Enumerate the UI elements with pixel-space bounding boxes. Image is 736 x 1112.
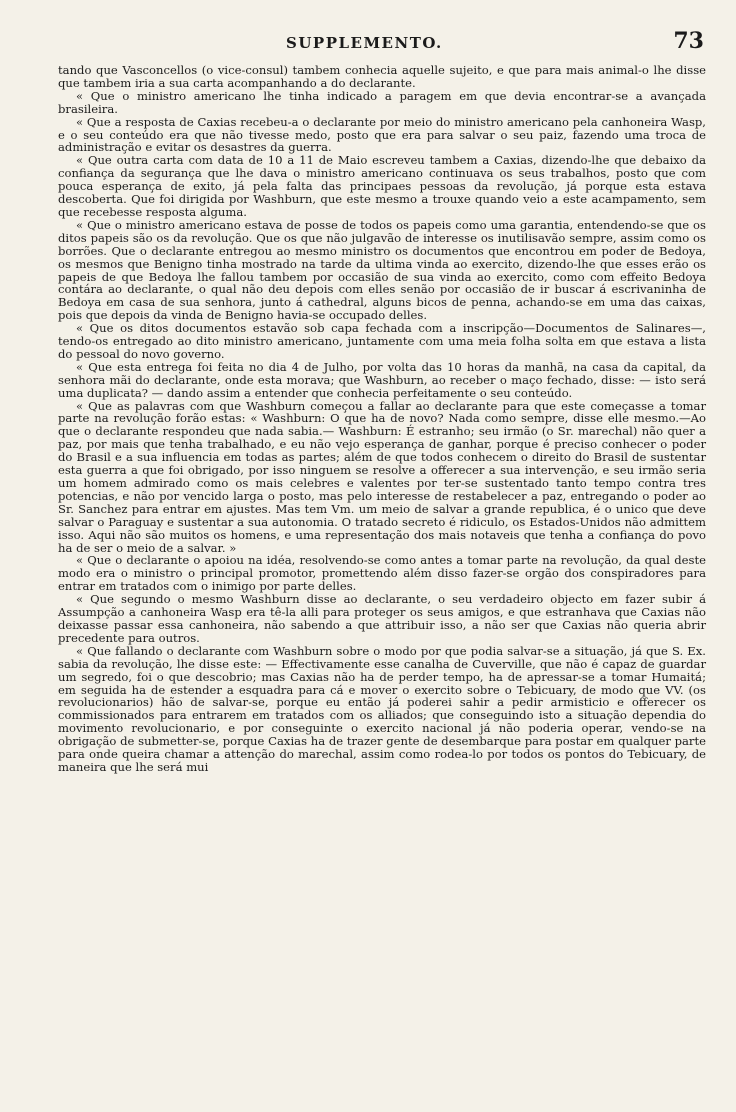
paragraph: « Que as palavras com que Washburn começou a fallar ao declarante para que este começasse a tomar parte na revolução forão estas: « Washburn: O que ha de novo? Nada como sempre, disse elle mesmo.—Ao que o declarante respondeu que nada sabia.— Washburn: É estranho; seu irmão (o Sr. marechal) não quer a paz, por mais que tenha trabalhado, e eu não vejo esperança de ganhar, porque é preciso conhecer o poder do Brasil e a sua influencia em todas as partes; além de que todos conhecem o direito do Brasil de sustentar esta guerra a que foi obrigado, por isso ninguem se resolve a offerecer a sua intervenção, e seu irmão seria um homem admirado como os mais celebres e valentes por ter-se sustentado tanto tempo contra tres potencias, e não por vencido larga o posto, mas pelo interesse de restabelecer a paz, entregando o poder ao Sr. Sanchez para entrar em ajustes. Mas tem Vm. um meio de salvar a grande republica, é o unico que deve salvar o Paraguay e sustentar a sua autonomia. O tratado secreto é ridiculo, os Estados-Unidos não admittem isso. Aqui não são muitos os homens, e uma representação dos mais notaveis que tenha a confiança do povo ha de ser o meio de a salvar. » — [58, 398, 706, 555]
paragraph: « Que o declarante o apoiou na idéa, resolvendo-se como antes a tomar parte na revolução, da qual deste modo era o ministro o principal promotor, promettendo além disso fazer-se orgão dos conspiradores para entrar em tratados com o inimigo por parte delles. — [58, 553, 706, 594]
paragraph: « Que esta entrega foi feita no dia 4 de Julho, por volta das 10 horas da manhã, na casa da capital, da senhora mãi do declarante, onde esta morava; que Washburn, ao receber o maço fechado, disse: — isto será uma duplicata? — dando assim a entender que conhecia perfeitamente o seu conteúdo. — [58, 359, 706, 400]
paragraph: « Que segundo o mesmo Washburn disse ao declarante, o seu verdadeiro objecto em fazer subir á Assumpção a canhoneira Wasp era tê-la alli para proteger os seus amigos, e que estranhava que Caxias não deixasse passar essa canhoneira, não sabendo a que attribuir isso, a não ser que Caxias não queria abrir precedente para outros. — [58, 592, 706, 645]
paragraph: tando que Vasconcellos (o vice-consul) tambem conhecia aquelle sujeito, e que para mais animal-o lhe disse que tambem iria a sua carta acompanhando a do declarante. — [58, 63, 706, 90]
page-header — [58, 28, 706, 58]
paragraph: « Que fallando o declarante com Washburn sobre o modo por que podia salvar-se a situação, já que S. Ex. sabia da revolução, lhe disse este: — Effectivamente esse canalha de Cuverville, que não é capaz de guardar um segredo, foi o que descobrio; mas Caxias não ha de perder tempo, ha de apressar-se a tomar Humaitá; em seguida ha de estender a esquadra para cá e mover o exercito sobre o Tebicuary, de modo que VV. (os revolucionarios) hão de salvar-se, porque eu então já poderei sahir a pedir armisticio e offerecer os commissionados para entrarem em tratados com os alliados; que conseguindo isto a situação dependia do movimento revolucionario, e por conseguinte o exercito nacional já não poderia operar, vendo-se na obrigação de submetter-se, porque Caxias ha de trazer gente de desembarque para postar em qualquer parte para onde queira chamar a attenção do marechal, assim como rodea-lo por todos os pontos do Tebicuary, de maneira que lhe será mui — [58, 643, 706, 774]
paragraph: « Que outra carta com data de 10 a 11 de Maio escreveu tambem a Caxias, dizendo-lhe que debaixo da confiança da segurança que lhe dava o ministro americano continuava os seus trabalhos, posto que com pouca esperança de exito, já pela falta das principaes pessoas da revolução, já porque esta estava descoberta. Que foi dirigida por Washburn, que este mesmo a trouxe quando veio a este acampamento, sem que recebesse resposta alguma. — [58, 153, 706, 219]
paragraph: « Que a resposta de Caxias recebeu-a o declarante por meio do ministro americano pela canhoneira Wasp, e o seu conteúdo era que não tivesse medo, posto que era para salvar o seu paiz, fazendo uma troca de administração e evitar os desastres da guerra. — [58, 114, 706, 155]
paragraph: « Que os ditos documentos estavão sob capa fechada com a inscripção—Documentos de Salinares—, tendo-os entregado ao dito ministro americano, juntamente com uma meia folha solta em que estava a lista do pessoal do novo governo. — [58, 321, 706, 361]
page-body — [58, 64, 706, 774]
page-number: 73 — [673, 28, 704, 54]
section-title: SUPPLEMENTO. — [286, 34, 443, 52]
paragraph: « Que o ministro americano estava de posse de todos os papeis como uma garantia, entendendo-se que os ditos papeis são os da revolução. Que os que não julgavão de interesse os inutilisavão sempre, assim como os borrões. Que o declarante entregou ao mesmo ministro os documentos que encontrou em poder de Bedoya, os mesmos que Benigno tinha mostrado na tarde da ultima vinda ao exercito, dizendo-lhe que esses erão os papeis de que Bedoya lhe fallou tambem por occasião de sua vinda ao exercito, como com effeito Bedoya contára ao declarante, o qual não deu depois com elles senão por occasião de ir buscar á escrivaninha de Bedoya em casa de sua senhora, junto á cathedral, alguns bicos de penna, achando-se em uma das caixas, pois que depois da vinda de Benigno havia-se occupado delles. — [58, 217, 706, 323]
paragraph: « Que o ministro americano lhe tinha indicado a paragem em que devia encontrar-se a avançada brasileira. — [58, 88, 706, 116]
